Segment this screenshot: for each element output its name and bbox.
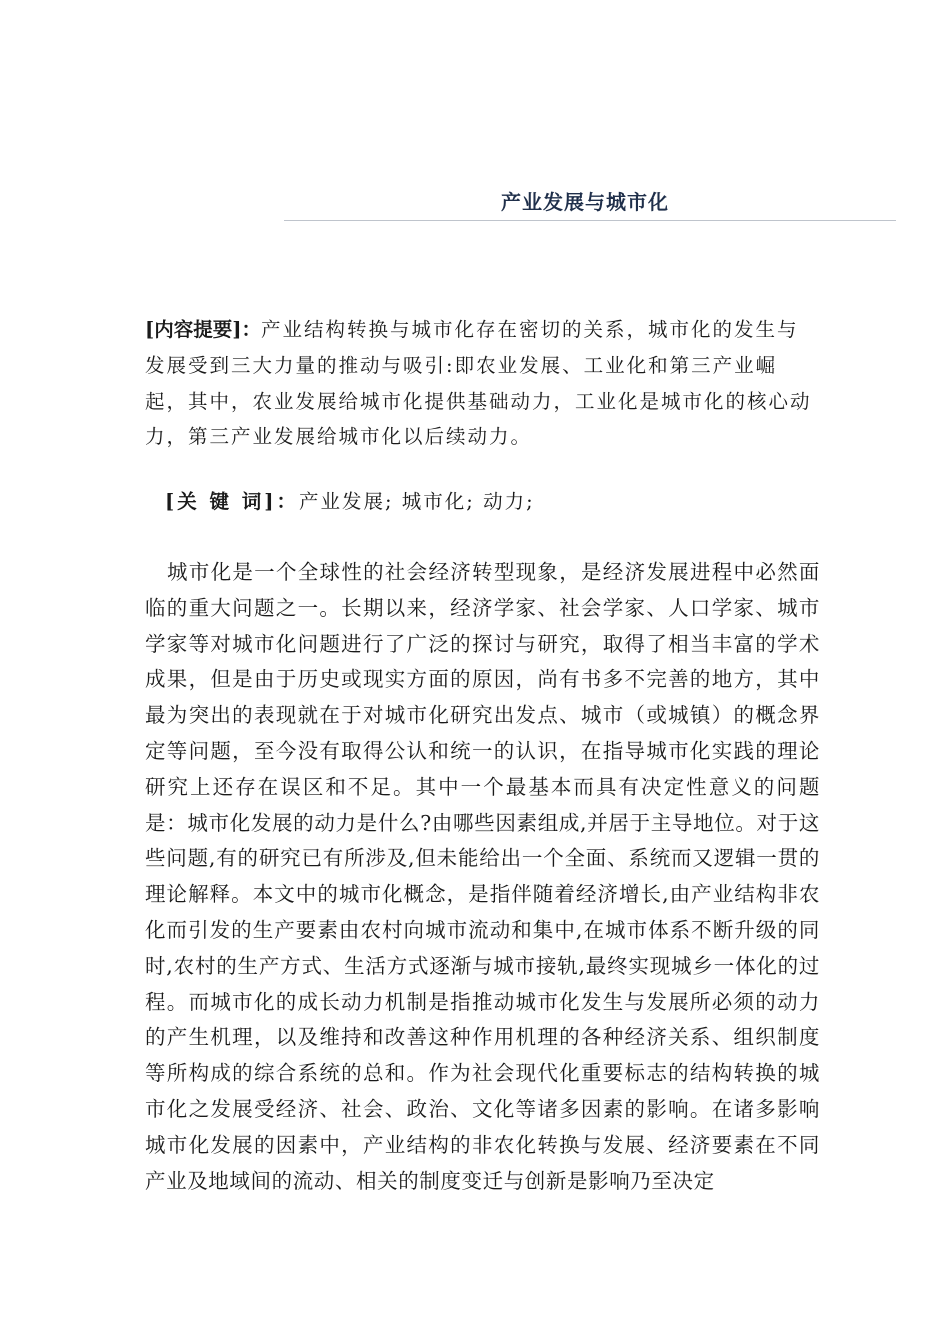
abstract-label: [内容提要]： (145, 318, 261, 341)
keywords-text: 产业发展; 城市化; 动力; (299, 490, 535, 513)
keywords-section (165, 484, 805, 520)
title-underline (284, 220, 896, 221)
document-title: 产业发展与城市化 (501, 190, 669, 214)
abstract-text: 产业结构转换与城市化存在密切的关系，城市化的发生与发展受到三大力量的推动与吸引:即农业发展、工业化和第三产业崛起，其中，农业发展给城市化提供基础动力，工业化是城市化的核心动力，第三产业发展给城市化以后续动力。 (145, 318, 812, 449)
abstract-section (145, 312, 815, 455)
keywords-label: [关 键 词]： (165, 490, 300, 513)
body-paragraph: 城市化是一个全球性的社会经济转型现象，是经济发展进程中必然面临的重大问题之一。长期以来，经济学家、社会学家、人口学家、城市学家等对城市化问题进行了广泛的探讨与研究，取得了相当丰富的学术成果，但是由于历史或现实方面的原因，尚有书多不完善的地方，其中最为突出的表现就在于对城市化研究出发点、城市（或城镇）的概念界定等问题，至今没有取得公认和统一的认识，在指导城市化实践的理论研究上还存在误区和不足。其中一个最基本而具有决定性意义的问题是：城市化发展的动力是什么?由哪些因素组成,并居于主导地位。对于这些问题,有的研究已有所涉及,但未能给出一个全面、系统而又逻辑一贯的理论解释。本文中的城市化概念，是指伴随着经济增长,由产业结构非农化而引发的生产要素由农村向城市流动和集中,在城市体系不断升级的同时,农村的生产方式、生活方式逐渐与城市接轨,最终实现城乡一体化的过程。而城市化的成长动力机制是指推动城市化发生与发展所必须的动力的产生机理，以及维持和改善这种作用机理的各种经济关系、组织制度等所构成的综合系统的总和。作为社会现代化重要标志的结构转换的城市化之发展受经济、社会、政治、文化等诸多因素的影响。在诸多影响城市化发展的因素中，产业结构的非农化转换与发展、经济要素在不同产业及地域间的流动、相关的制度变迁与创新是影响乃至决定 (145, 560, 820, 1193)
